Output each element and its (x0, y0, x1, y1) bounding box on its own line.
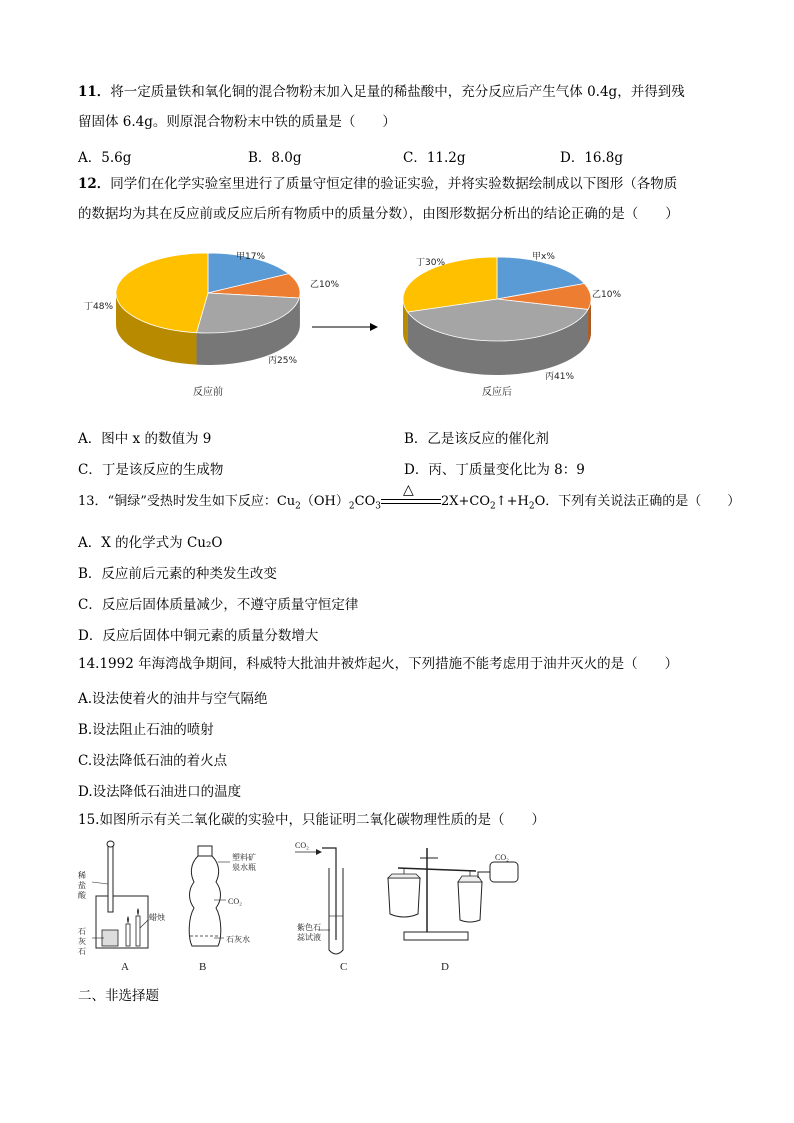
fig-a-stone-label-1: 石 (78, 927, 86, 936)
paper-bag-left (388, 878, 420, 917)
fig-a-acid-label-3: 酸 (78, 891, 86, 900)
fig-caption-c: C (340, 961, 348, 973)
pie-label-乙: 乙10% (592, 290, 622, 300)
fig-a-acid-label-1: 稀 (78, 871, 86, 880)
q11-option-c[interactable]: C．11.2g (403, 150, 466, 166)
pie-label-乙: 乙10% (310, 280, 340, 290)
paper-bag-right (458, 882, 482, 922)
pie-chart-after (403, 251, 621, 398)
q12-line1 (78, 175, 677, 193)
fig-b-bottle-label-1: 塑料矿 (232, 853, 256, 862)
q14-option-b[interactable]: B.设法阻止石油的喷射 (78, 722, 214, 738)
dropper (108, 844, 113, 912)
fig-caption-d: D (441, 961, 449, 973)
equation-line-top (381, 499, 441, 500)
q13-text-a: 13．“铜绿”受热时发生如下反应：Cu (78, 494, 296, 509)
q11-option-d[interactable]: D．16.8g (560, 150, 624, 166)
q13-sub-4: 2 (490, 501, 496, 512)
reaction-condition (381, 481, 441, 509)
pie-label-甲: 甲x% (532, 252, 555, 262)
fig-caption-a: A (121, 961, 129, 973)
flame-icon (127, 916, 129, 924)
figure-b-bottle-setup (189, 846, 256, 946)
limestone-dish (102, 930, 118, 946)
q11-number: 11． (78, 84, 111, 100)
pie-label-丙: 丙25% (268, 356, 298, 366)
q13-sub-5: 2 (528, 501, 535, 512)
q13-option-b[interactable]: B．反应前后元素的种类发生改变 (78, 566, 277, 582)
heat-triangle-icon: △ (402, 481, 414, 498)
q12-stem-1: 同学们在化学实验室里进行了质量守恒定律的验证实验，并将实验数据绘制成以下图形（各物质 (110, 176, 678, 192)
pie-caption: 反应后 (482, 387, 512, 398)
pie-label-丁: 丁48% (84, 302, 114, 312)
q12-line2: 的数据均为其在反应前或反应后所有物质中的质量分数），由图形数据分析出的结论正确的是（ ） (78, 206, 679, 222)
fig-c-litmus-label-2: 蕊试液 (297, 933, 321, 942)
pie-label-丁: 丁30% (416, 258, 446, 268)
q13-sub-1: 2 (295, 501, 301, 512)
fig-c-co2-label: CO₂ (295, 841, 309, 850)
candle-tall-icon (136, 916, 140, 946)
q15-stem: 15.如图所示有关二氧化碳的实验中，只能证明二氧化碳物理性质的是（ ） (78, 812, 545, 828)
q13-option-c[interactable]: C．反应后固体质量减少，不遵守质量守恒定律 (78, 597, 359, 613)
flame-icon (137, 908, 139, 916)
q12-number: 12． (78, 176, 111, 192)
pie-label-丙: 丙41% (545, 372, 575, 382)
balance-base (404, 932, 468, 940)
q13-option-a[interactable]: A．X 的化学式为 Cu₂O (78, 535, 223, 551)
figure-d-balance-setup (388, 848, 518, 940)
equation-line-bottom (381, 503, 441, 504)
q15-experiment-figures (0, 838, 794, 978)
pie-chart-before (84, 251, 339, 398)
fig-c-litmus-label-1: 紫色石 (297, 923, 321, 932)
fig-a-stone-label-2: 灰 (78, 937, 86, 946)
q11-line1 (78, 83, 685, 101)
fig-a-acid-label-2: 盐 (78, 881, 86, 890)
q11-option-b[interactable]: B．8.0g (248, 150, 302, 166)
fig-b-bottle-label-2: 泉水瓶 (232, 863, 256, 872)
co2-container (490, 862, 518, 882)
q13-text-e: ↑+H (495, 494, 529, 509)
plastic-bottle (189, 856, 221, 946)
q12-option-a[interactable]: A．图中 x 的数值为 9 (78, 431, 212, 447)
bottle-cap (198, 846, 212, 856)
q12-option-d[interactable]: D．丙、丁质量变化比为 8：9 (404, 462, 585, 478)
pie-caption: 反应前 (193, 387, 223, 398)
q11-stem-1: 将一定质量铁和氧化铜的混合物粉末加入足量的稀盐酸中，充分反应后产生气体 0.4g，并得到残 (110, 84, 685, 100)
q14-stem: 14.1992 年海湾战争期间，科威特大批油井被炸起火，下列措施不能考虑用于油井灭火的是（ ） (78, 656, 679, 672)
q14-option-d[interactable]: D.设法降低石油进口的温度 (78, 784, 242, 800)
q13-text-f: O．下列有关说法正确的是（ ） (534, 494, 741, 509)
pie-charts-figure (0, 235, 794, 405)
q12-option-c[interactable]: C．丁是该反应的生成物 (78, 462, 224, 478)
q11-option-a[interactable]: A．5.6g (78, 150, 132, 166)
q13-sub-2: 2 (348, 501, 355, 512)
reaction-arrow-head (370, 323, 378, 331)
q13-sub-3: 3 (375, 501, 381, 512)
q13-text-c: CO (354, 494, 376, 509)
fig-b-lime-label: 石灰水 (226, 935, 250, 944)
balance-beam (398, 868, 476, 871)
fig-d-co2-label: CO₂ (495, 853, 509, 862)
section-heading-non-choice: 二、非选择题 (78, 988, 159, 1004)
q13-option-d[interactable]: D．反应后固体中铜元素的质量分数增大 (78, 628, 319, 644)
q12-option-b[interactable]: B．乙是该反应的催化剂 (404, 431, 549, 447)
q11-line2: 留固体 6.4g。则原混合物粉末中铁的质量是（ ） (78, 114, 396, 130)
q14-option-a[interactable]: A.设法使着火的油井与空气隔绝 (78, 691, 268, 707)
figure-a-beaker-setup (78, 841, 166, 956)
q13-text-d: 2X+CO (440, 494, 490, 509)
q13-stem (78, 481, 741, 516)
fig-b-co2-label: CO₂ (228, 897, 242, 906)
q14-option-c[interactable]: C.设法降低石油的着火点 (78, 753, 228, 769)
candle-short-icon (126, 924, 130, 946)
dropper-bulb (107, 841, 114, 847)
fig-a-candle-label: 蜡烛 (149, 913, 165, 922)
figure-c-testtube-setup (295, 841, 343, 954)
q13-text-b: （OH） (300, 494, 349, 509)
fig-caption-b: B (199, 961, 207, 973)
pie-label-甲: 甲17% (236, 252, 266, 262)
fig-a-stone-label-3: 石 (78, 947, 86, 956)
